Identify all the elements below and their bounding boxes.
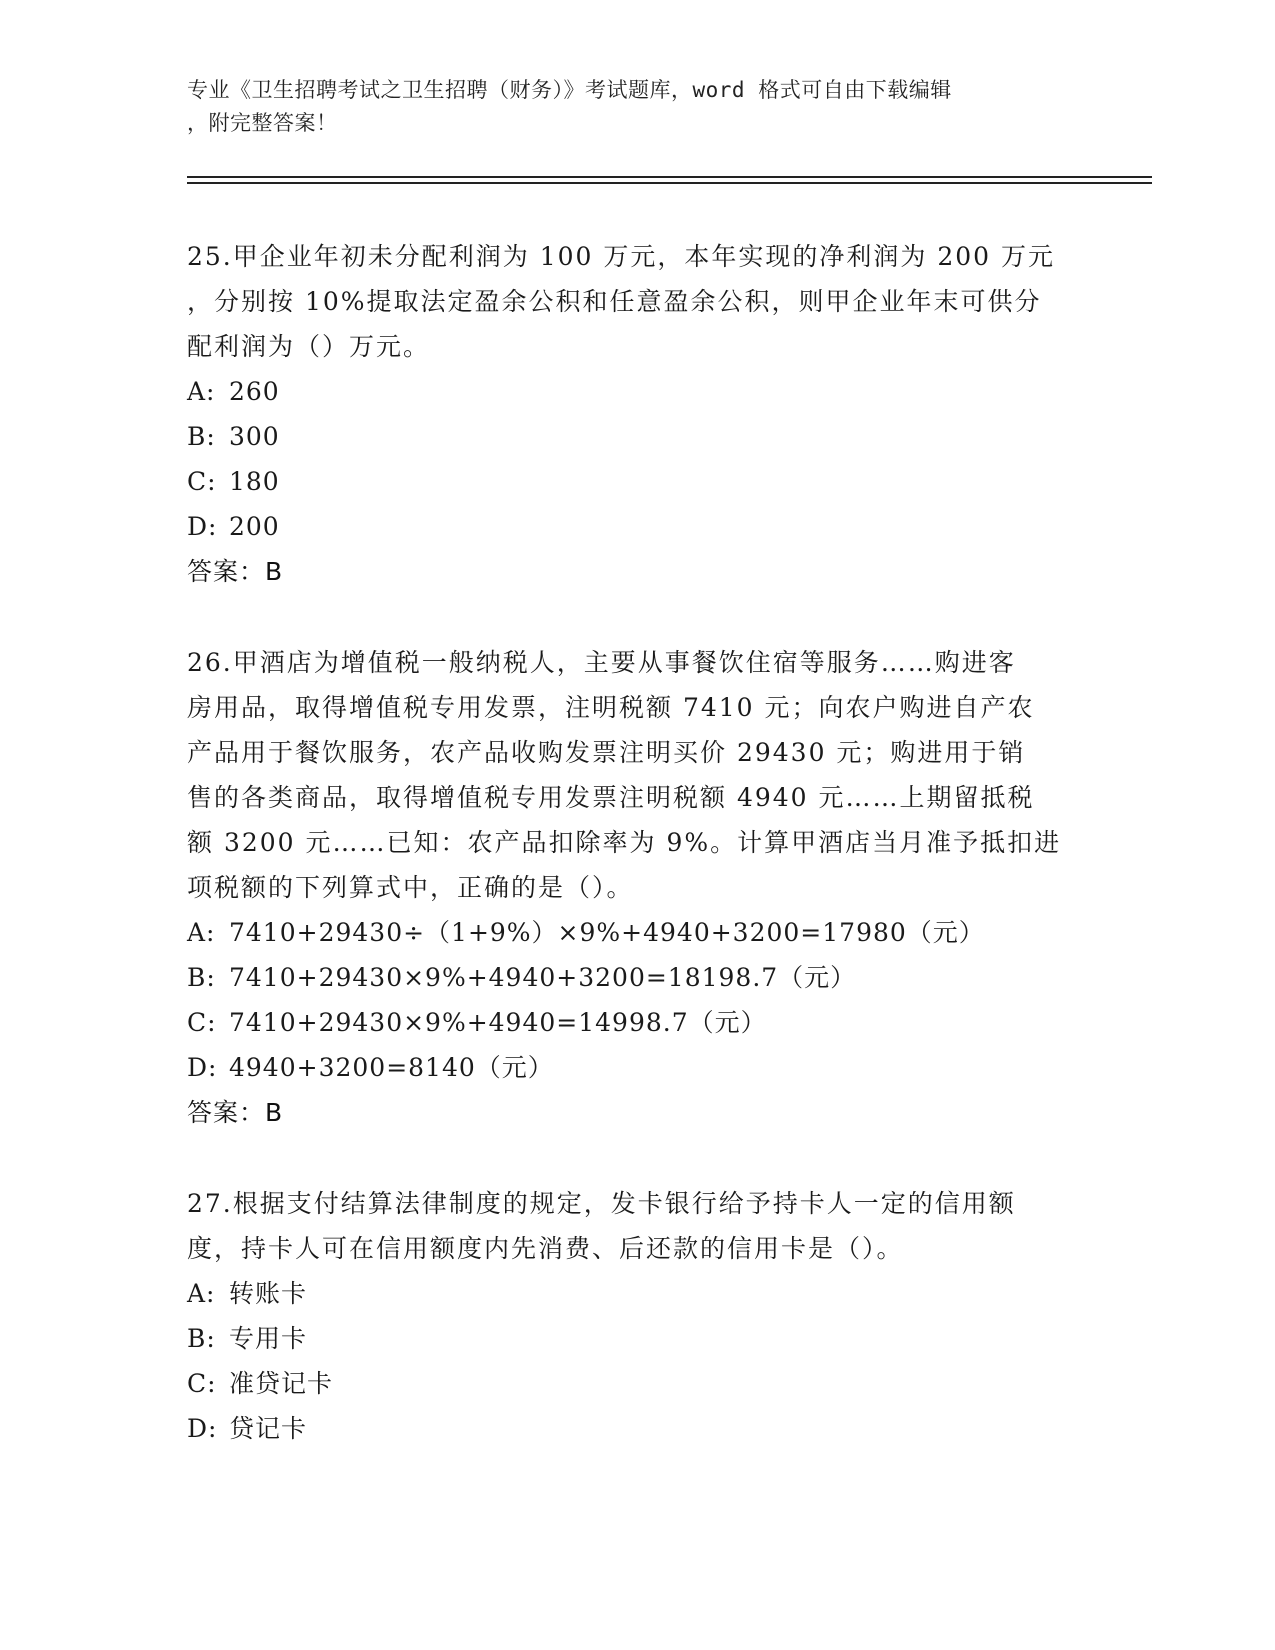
- option-text: 7410+29430×9%+4940=14998.7（元）: [229, 1008, 767, 1037]
- option-d: [187, 1045, 1087, 1090]
- option-text: 专用卡: [229, 1324, 308, 1353]
- question-26: [187, 640, 1087, 1135]
- option-letter: D:: [187, 1053, 218, 1082]
- option-text: 准贷记卡: [229, 1369, 334, 1398]
- question-stem-line: 26.甲酒店为增值税一般纳税人，主要从事餐饮住宿等服务……购进客: [187, 648, 1016, 677]
- option-c: [187, 1361, 1087, 1406]
- question-list: [187, 234, 1087, 1497]
- question-stem-line: 售的各类商品，取得增值税专用发票注明税额 4940 元……上期留抵税: [187, 783, 1035, 812]
- question-stem-line: 房用品，取得增值税专用发票，注明税额 7410 元；向农户购进自产农: [187, 693, 1035, 722]
- option-c: [187, 459, 1087, 504]
- question-stem-line: 产品用于餐饮服务，农产品收购发票注明买价 29430 元；购进用于销: [187, 738, 1026, 767]
- option-text: 贷记卡: [229, 1414, 308, 1443]
- option-b: [187, 955, 1087, 1000]
- question-stem-line: 25.甲企业年初未分配利润为 100 万元，本年实现的净利润为 200 万元: [187, 242, 1055, 271]
- option-text: 260: [229, 377, 280, 406]
- option-letter: B:: [187, 422, 216, 451]
- option-text: 180: [229, 467, 280, 496]
- header-line-2: ，附完整答案！: [187, 111, 338, 135]
- option-letter: C:: [187, 1008, 217, 1037]
- header-line-1: 专业《卫生招聘考试之卫生招聘（财务）》考试题库，word 格式可自由下载编辑: [187, 78, 952, 102]
- option-text: 7410+29430÷（1+9%）×9%+4940+3200=17980（元）: [229, 918, 985, 947]
- option-letter: D:: [187, 1414, 218, 1443]
- question-stem-line: 配利润为（）万元。: [187, 332, 431, 361]
- question-stem-line: 项税额的下列算式中，正确的是（）。: [187, 873, 634, 902]
- option-b: [187, 414, 1087, 459]
- option-text: 200: [229, 512, 280, 541]
- option-text: 300: [229, 422, 280, 451]
- header-divider-bottom: [187, 182, 1152, 184]
- option-text: 4940+3200=8140（元）: [229, 1053, 554, 1082]
- option-letter: C:: [187, 1369, 217, 1398]
- option-text: 7410+29430×9%+4940+3200=18198.7（元）: [229, 963, 857, 992]
- question-stem-line: 度，持卡人可在信用额度内先消费、后还款的信用卡是（）。: [187, 1234, 904, 1263]
- option-letter: A:: [187, 377, 216, 406]
- option-a: [187, 910, 1087, 955]
- answer-line: 答案：B: [187, 557, 284, 586]
- question-stem-line: 额 3200 元……已知：农产品扣除率为 9%。计算甲酒店当月准予抵扣进: [187, 828, 1062, 857]
- question-stem-line: ，分别按 10%提取法定盈余公积和任意盈余公积，则甲企业年末可供分: [187, 287, 1042, 316]
- option-letter: B:: [187, 1324, 216, 1353]
- option-c: [187, 1000, 1087, 1045]
- option-a: [187, 1271, 1087, 1316]
- header-divider-top: [187, 176, 1152, 178]
- option-d: [187, 504, 1087, 549]
- option-letter: D:: [187, 512, 218, 541]
- option-letter: A:: [187, 918, 216, 947]
- option-letter: C:: [187, 467, 217, 496]
- option-letter: B:: [187, 963, 216, 992]
- option-letter: A:: [187, 1279, 216, 1308]
- option-a: [187, 369, 1087, 414]
- document-header: [187, 74, 1067, 140]
- question-stem-line: 27.根据支付结算法律制度的规定，发卡银行给予持卡人一定的信用额: [187, 1189, 1016, 1218]
- answer-line: 答案：B: [187, 1098, 284, 1127]
- option-text: 转账卡: [229, 1279, 308, 1308]
- option-d: [187, 1406, 1087, 1451]
- question-25: [187, 234, 1087, 594]
- question-27: [187, 1181, 1087, 1451]
- option-b: [187, 1316, 1087, 1361]
